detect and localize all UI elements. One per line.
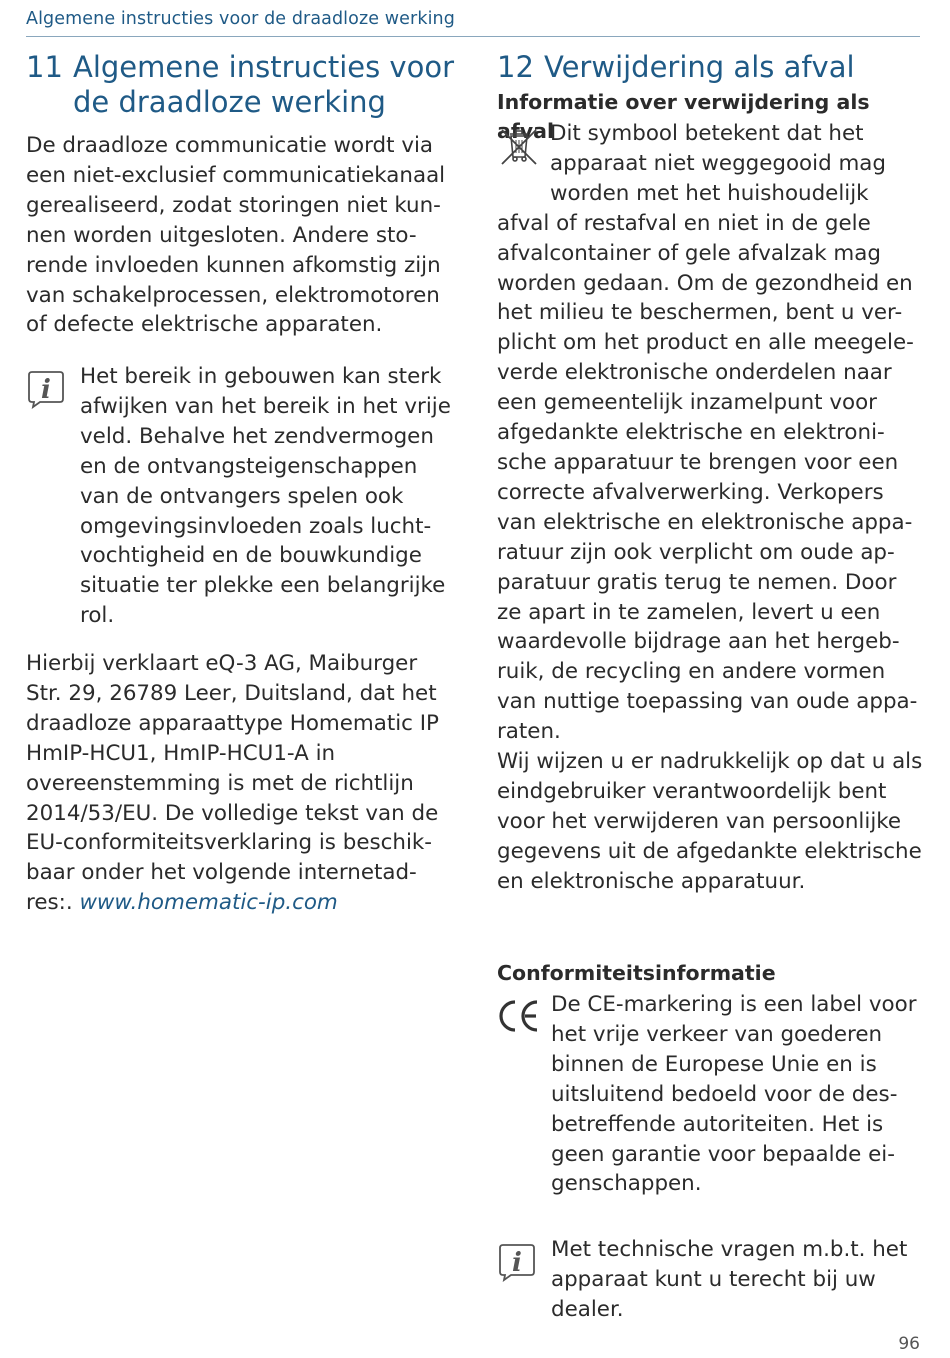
text-line [26,888,466,918]
text-line: veld. Behalve het zendvermogen [80,423,434,449]
declaration-paragraph [26,649,466,918]
text-line: van elektrische en elektronische appa- [497,509,913,535]
text-line: Wij wijzen u er nadrukkelijk op dat u als [497,749,923,775]
text-line: afvalcontainer of gele afvalzak mag [497,240,881,266]
header-divider [26,36,920,37]
section-11-title-line2: de draadloze werking [73,85,386,119]
text-line: rende invloeden kunnen afkomstig zijn [26,252,441,278]
text-line: worden met het huishoudelijk [550,180,869,206]
wireless-paragraph [26,131,466,340]
text-line: dealer. [551,1296,624,1322]
text-line: De draadloze communicatie wordt via [26,133,434,158]
section-11-heading [26,50,466,120]
text-line: raten. [497,719,561,745]
text-line: van schakelprocessen, elektromotoren [26,282,440,308]
text-line: afval of restafval en niet in de gele [497,210,871,236]
text-line: en elektronische apparatuur. [497,868,806,894]
text-line: gegevens uit de afgedankte elektrische [497,838,922,864]
disposal-heading: Informatie over verwijdering als afval [497,90,870,143]
text-line: genschappen. [551,1171,702,1197]
text-line: 2014/53/EU. De volledige tekst van de [26,800,439,826]
tech-info-note [497,1235,927,1325]
section-12-title: Verwijdering als afval [544,50,855,84]
text-line: voor het verwijderen van persoonlijke [497,808,902,834]
section-12-number: 12 [497,50,534,84]
text-line: apparaat niet weggegooid mag [550,150,886,176]
section-11-number: 11 [26,50,63,84]
text-line: overeenstemming is met de richtlijn [26,770,414,796]
text-line: afwijken van het bereik in het vrije [80,393,451,419]
text-line: worden gedaan. Om de gezondheid en [497,270,913,296]
text-line: een niet-exclusief communicatiekanaal [26,162,446,188]
text-line: uitsluitend bedoeld voor de des- [551,1081,898,1107]
info-icon [497,1242,537,1282]
svg-text:i: i [512,1248,522,1278]
text-line: het milieu te beschermen, bent u ver- [497,300,903,326]
section-12-heading [497,50,927,85]
page-number: 96 [898,1334,920,1354]
homematic-link[interactable]: www.homematic-ip.com [79,890,338,916]
text-line: binnen de Europese Unie en is [551,1051,877,1077]
text-line: De CE-markering is een label voor [551,992,917,1017]
text-line: geen garantie voor bepaalde ei- [551,1141,895,1167]
text-line: eindgebruiker verantwoordelijk bent [497,778,887,804]
text-line: Hierbij verklaart eQ-3 AG, Maiburger [26,651,418,676]
svg-text:i: i [41,375,51,405]
text-line: vochtigheid en de bouwkundige [80,543,422,569]
text-line: baar onder het volgende internetad- [26,860,417,886]
text-line: van nuttige toepassing van oude appa- [497,689,918,715]
text-line: rol. [80,603,115,629]
range-info-note [26,362,466,631]
text-line: verde elektronische onderdelen naar [497,360,892,386]
text-line: Dit symbool betekent dat het [550,121,864,146]
text-line: gerealiseerd, zodat storingen niet kun- [26,192,441,218]
ce-block [497,990,927,1199]
text-fragment: res:. [26,890,80,916]
text-line: afgedankte elektrische en elektroni- [497,420,885,446]
ce-mark-icon [497,998,541,1034]
text-line: ratuur zijn ook verplicht om oude ap- [497,539,895,565]
text-line: plicht om het product en alle meegele- [497,330,914,356]
text-line: ruik, de recycling en andere vormen [497,659,886,685]
text-line: van de ontvangers spelen ook [80,483,404,509]
conformity-heading: Conformiteitsinformatie [497,961,776,985]
text-line: draadloze apparaattype Homematic IP [26,710,439,736]
weee-bin-icon [497,123,541,167]
info-icon [26,369,66,409]
text-line: ze apart in te zamelen, levert u een [497,599,881,625]
text-line: correcte afvalverwerking. Verkopers [497,479,884,505]
text-line: paratuur gratis terug te nemen. Door [497,569,897,595]
text-line: nen worden uitgesloten. Andere sto- [26,222,417,248]
text-line: een gemeentelijk inzamelpunt voor [497,390,877,416]
text-line: het vrije verkeer van goederen [551,1021,883,1047]
text-line: Het bereik in gebouwen kan sterk [80,364,442,389]
disposal-symbol-block [497,119,927,897]
text-line: HmIP-HCU1, HmIP-HCU1-A in [26,740,336,766]
text-line: omgevingsinvloeden zoals lucht- [80,513,432,539]
section-11-title-line1: Algemene instructies voor [73,50,455,84]
text-line: en de ontvangsteigenschappen [80,453,418,479]
text-line: Str. 29, 26789 Leer, Duitsland, dat het [26,680,437,706]
text-line: betreffende autoriteiten. Het is [551,1111,884,1137]
text-line: apparaat kunt u terecht bij uw [551,1266,876,1292]
text-line: waardevolle bijdrage aan het hergeb- [497,629,900,655]
text-line: Met technische vragen m.b.t. het [551,1237,908,1262]
text-line: situatie ter plekke een belangrijke [80,573,446,599]
text-line: sche apparatuur te brengen voor een [497,449,899,475]
text-line: of defecte elektrische apparaten. [26,312,383,338]
text-line: EU-conformiteitsverklaring is beschik- [26,830,432,856]
running-header: Algemene instructies voor de draadloze werking [26,9,455,29]
